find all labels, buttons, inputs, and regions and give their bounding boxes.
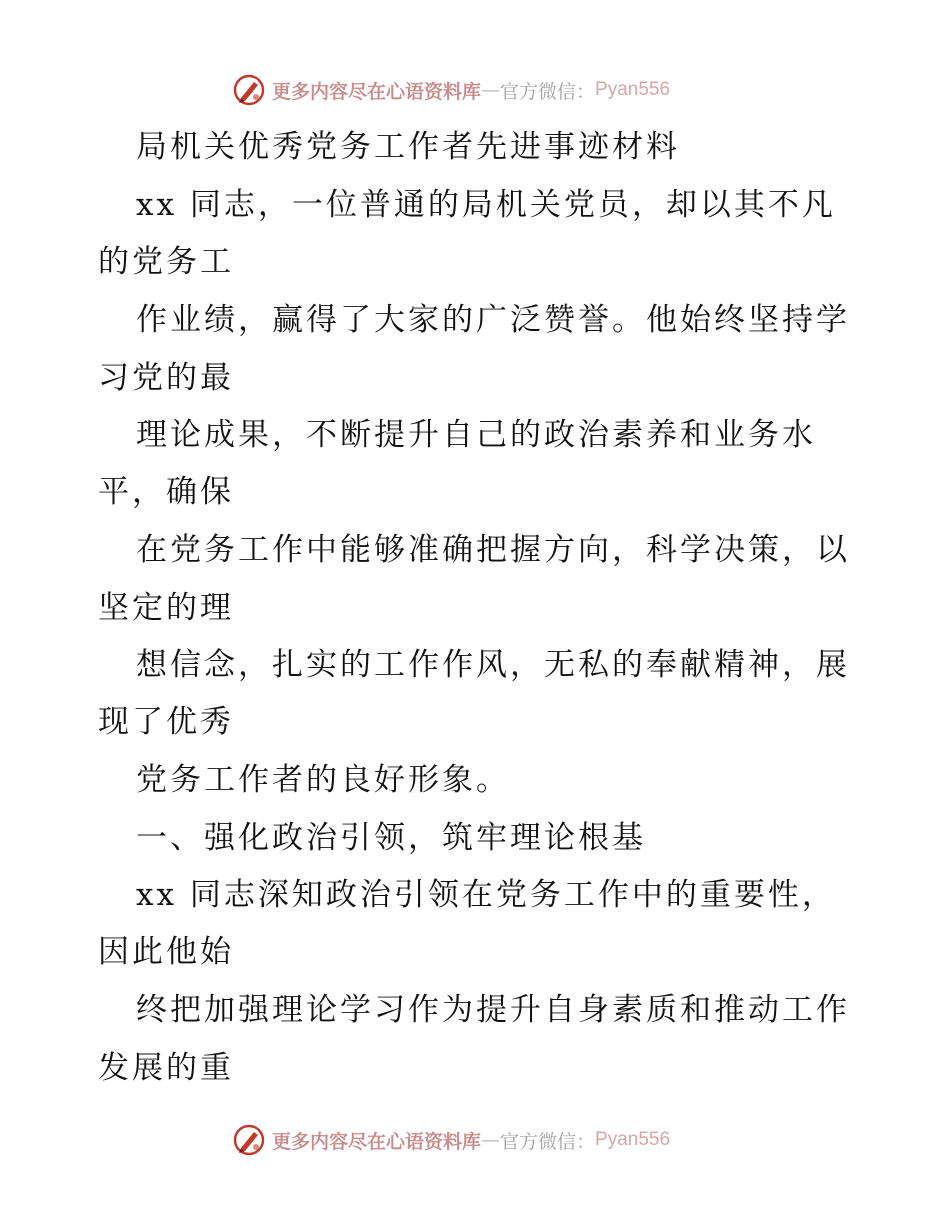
text-line: 因此他始 [98,934,234,970]
text-line: 平，确保 [98,474,234,510]
header-watermark [232,72,670,108]
text-line: 作业绩，赢得了大家的广泛赞誉。他始终坚持学 [136,302,850,338]
text-line: xx 同志深知政治引领在党务工作中的重要性， [136,877,836,913]
footer-watermark [232,1122,670,1158]
text-line: 理论成果，不断提升自己的政治素养和业务水 [136,417,816,453]
text-line: 发展的重 [98,1050,234,1086]
pen-logo-icon [232,1123,266,1157]
text-line: xx 同志，一位普通的局机关党员，却以其不凡 [136,187,836,223]
section-heading: 一、强化政治引领，筑牢理论根基 [136,820,646,856]
text-line: 党务工作者的良好形象。 [136,762,510,798]
text-line: 现了优秀 [98,704,234,740]
text-line: 在党务工作中能够准确把握方向，科学决策，以 [136,532,850,568]
text-line: 想信念，扎实的工作作风，无私的奉献精神，展 [136,647,850,683]
watermark-main-text: 更多内容尽在心语资料库 [272,80,482,103]
text-line: 的党务工 [98,244,234,280]
pen-logo-icon [232,73,266,107]
document-title: 局机关优秀党务工作者先进事迹材料 [136,129,680,165]
text-line: 习党的最 [98,360,234,396]
watermark-wechat-label: 官方微信： [500,1130,596,1153]
watermark-separator: — [481,1129,501,1151]
watermark-separator: — [481,79,501,101]
watermark-wechat-id: Pyan556 [595,79,671,100]
watermark-wechat-id: Pyan556 [595,1129,671,1150]
watermark-main-text: 更多内容尽在心语资料库 [272,1130,482,1153]
text-line: 坚定的理 [98,590,234,626]
text-line: 终把加强理论学习作为提升自身素质和推动工作 [136,992,850,1028]
watermark-wechat-label: 官方微信： [500,80,596,103]
